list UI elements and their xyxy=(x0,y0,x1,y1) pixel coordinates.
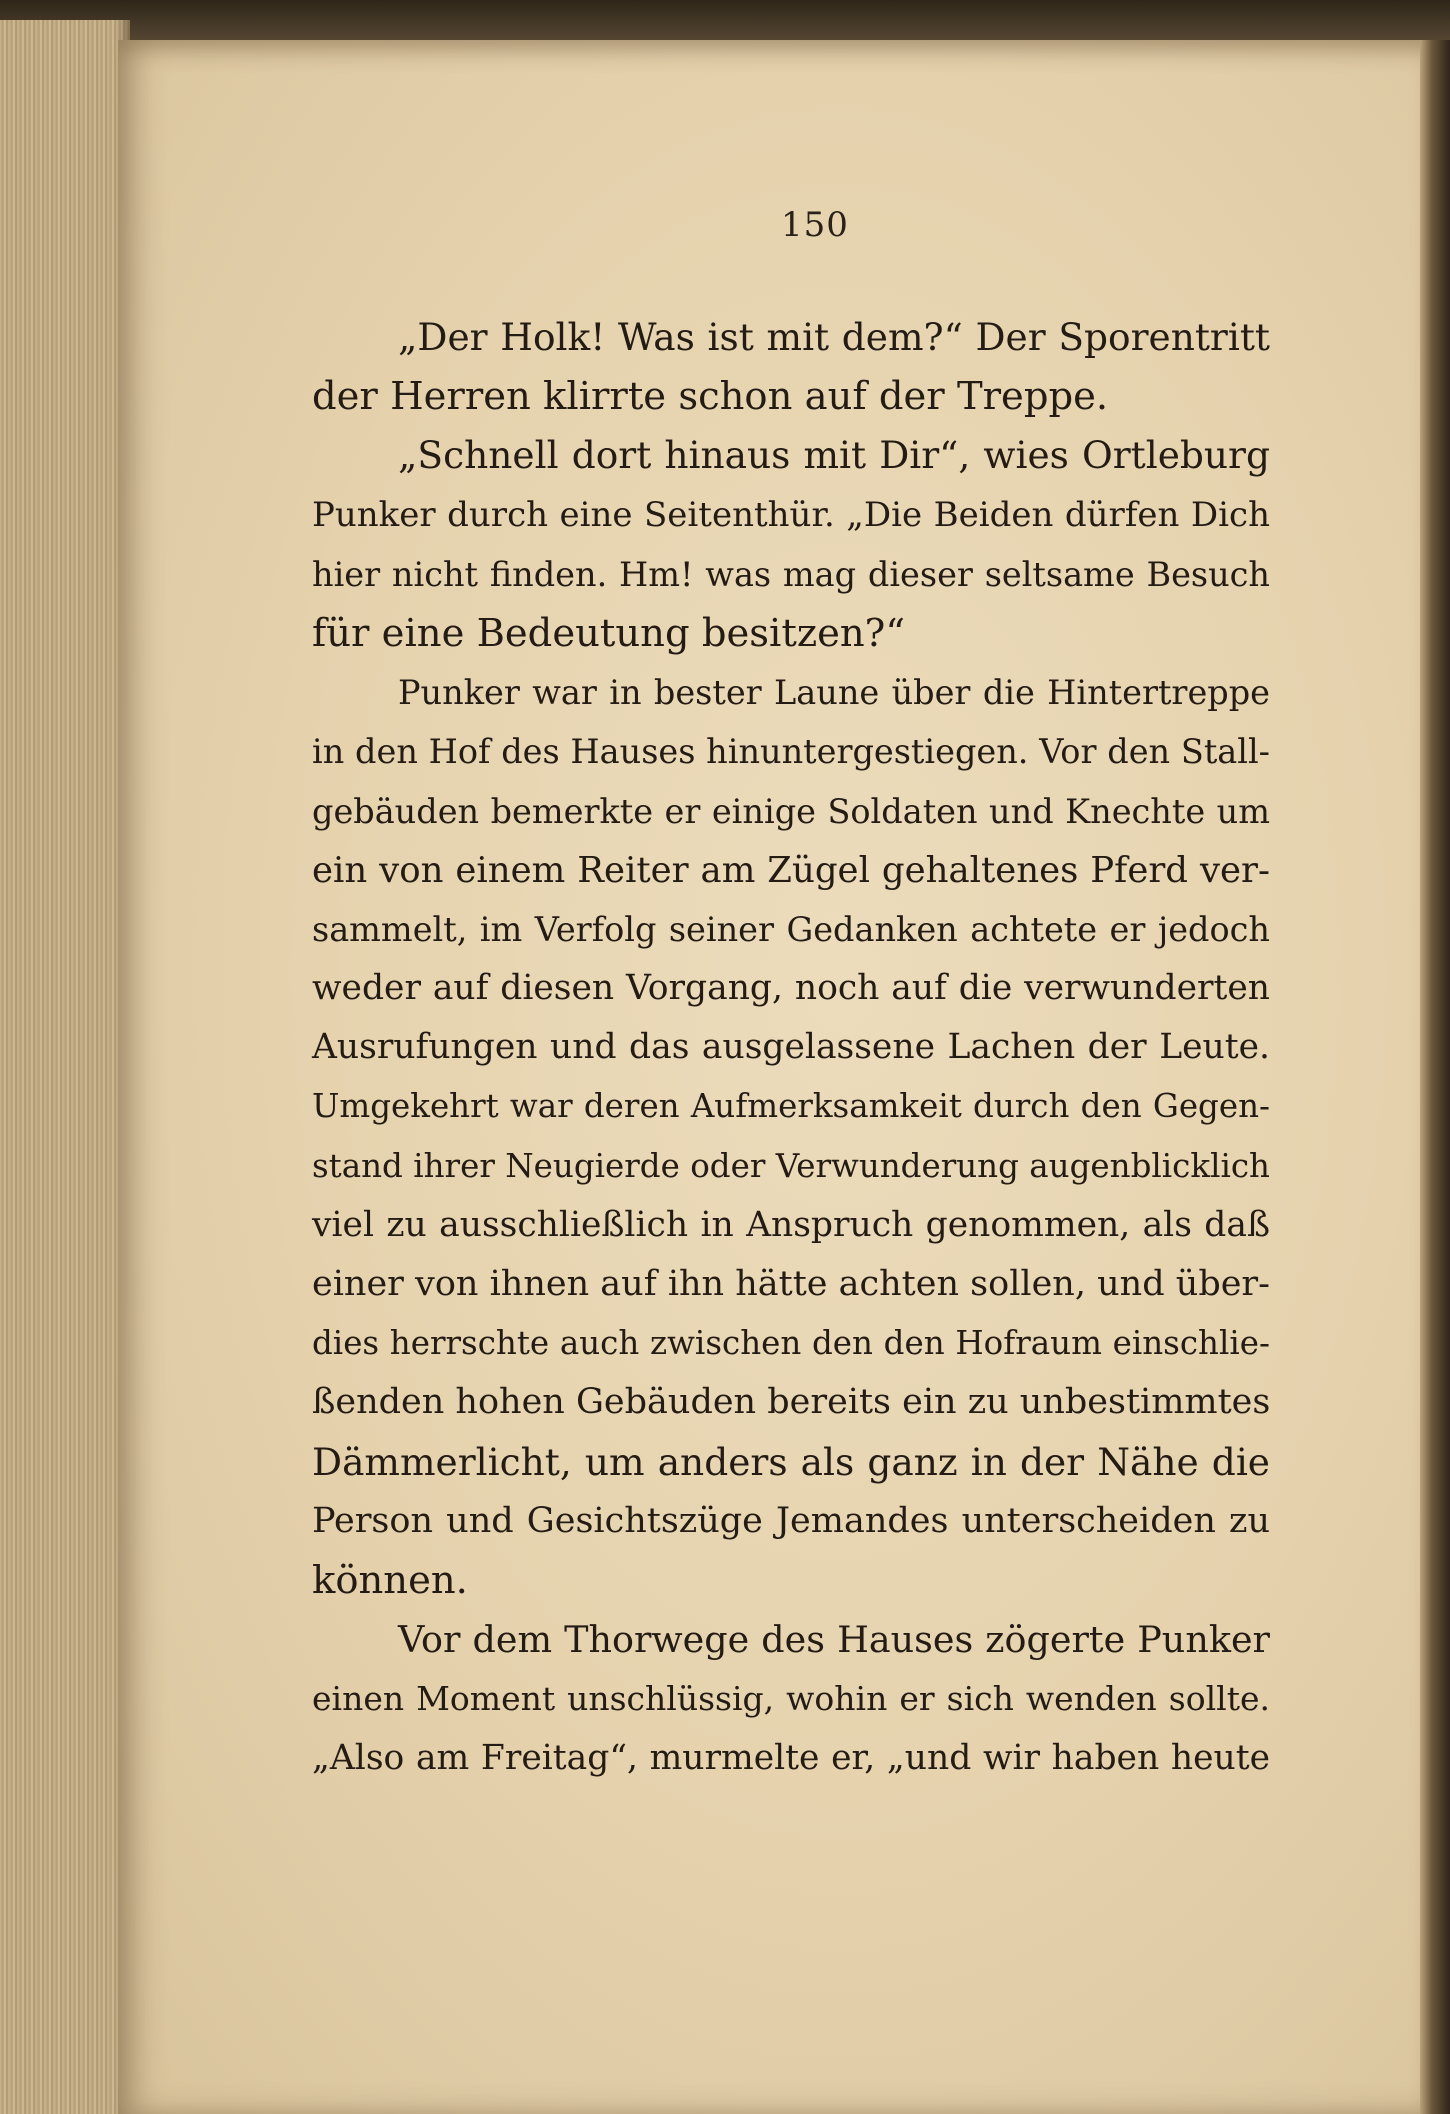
text-line: ßenden hohen Gebäuden bereits ein zu unbestimmtes xyxy=(312,1382,1271,1423)
text-line: „Also am Freitag“, murmelte er, „und wir haben heute xyxy=(312,1737,1270,1778)
text-line: weder auf diesen Vorgang, noch auf die verwunderten xyxy=(312,968,1270,1009)
text-line: „Schnell dort hinaus mit Dir“, wies Ortleburg xyxy=(398,433,1270,478)
right-page-edge xyxy=(1420,40,1450,2114)
text-line: dies herrschte auch zwischen den den Hofraum einschlie- xyxy=(312,1324,1270,1363)
text-line: sammelt, im Verfolg seiner Gedanken achtete er jedoch xyxy=(312,909,1270,949)
text-line: einer von ihnen auf ihn hätte achten sollen, und über- xyxy=(312,1264,1270,1304)
text-line: viel zu ausschließlich in Anspruch genommen, als daß xyxy=(312,1204,1270,1245)
text-line: in den Hof des Hauses hinuntergestiegen. Vor den Stall- xyxy=(312,732,1270,772)
text-line: stand ihrer Neugierde oder Verwunderung augenblicklich xyxy=(312,1146,1270,1185)
text-line: gebäuden bemerkte er einige Soldaten und Knechte um xyxy=(312,791,1270,831)
text-line: Punker durch eine Seitenthür. „Die Beiden dürfen Dich xyxy=(312,494,1270,535)
text-line: der Herren klirrte schon auf der Treppe. xyxy=(312,374,1109,420)
text-line: für eine Bedeutung besitzen?“ xyxy=(312,610,906,656)
text-line: hier nicht finden. Hm! was mag dieser seltsame Besuch xyxy=(312,554,1270,594)
text-line: Punker war in bester Laune über die Hintertreppe xyxy=(398,673,1270,713)
text-line: ein von einem Reiter am Zügel gehaltenes Pferd ver- xyxy=(312,849,1270,891)
text-line: können. xyxy=(312,1557,468,1603)
body-text xyxy=(312,308,1270,1788)
text-line: Umgekehrt war deren Aufmerksamkeit durch den Gegen- xyxy=(312,1087,1270,1126)
text-line: Vor dem Thorwege des Hauses zögerte Punker xyxy=(398,1618,1270,1662)
text-line: Ausrufungen und das ausgelassene Lachen der Leute. xyxy=(312,1027,1270,1068)
page-number: 150 xyxy=(781,205,849,245)
text-line: „Der Holk! Was ist mit dem?“ Der Sporentritt xyxy=(398,315,1270,359)
text-line: Person und Gesichtszüge Jemandes unterscheiden zu xyxy=(312,1500,1270,1541)
text-line: einen Moment unschlüssig, wohin er sich wenden sollte. xyxy=(312,1679,1270,1719)
page-stack-edge xyxy=(0,20,130,2114)
text-line: Dämmerlicht, um anders als ganz in der Nähe die xyxy=(312,1439,1270,1484)
